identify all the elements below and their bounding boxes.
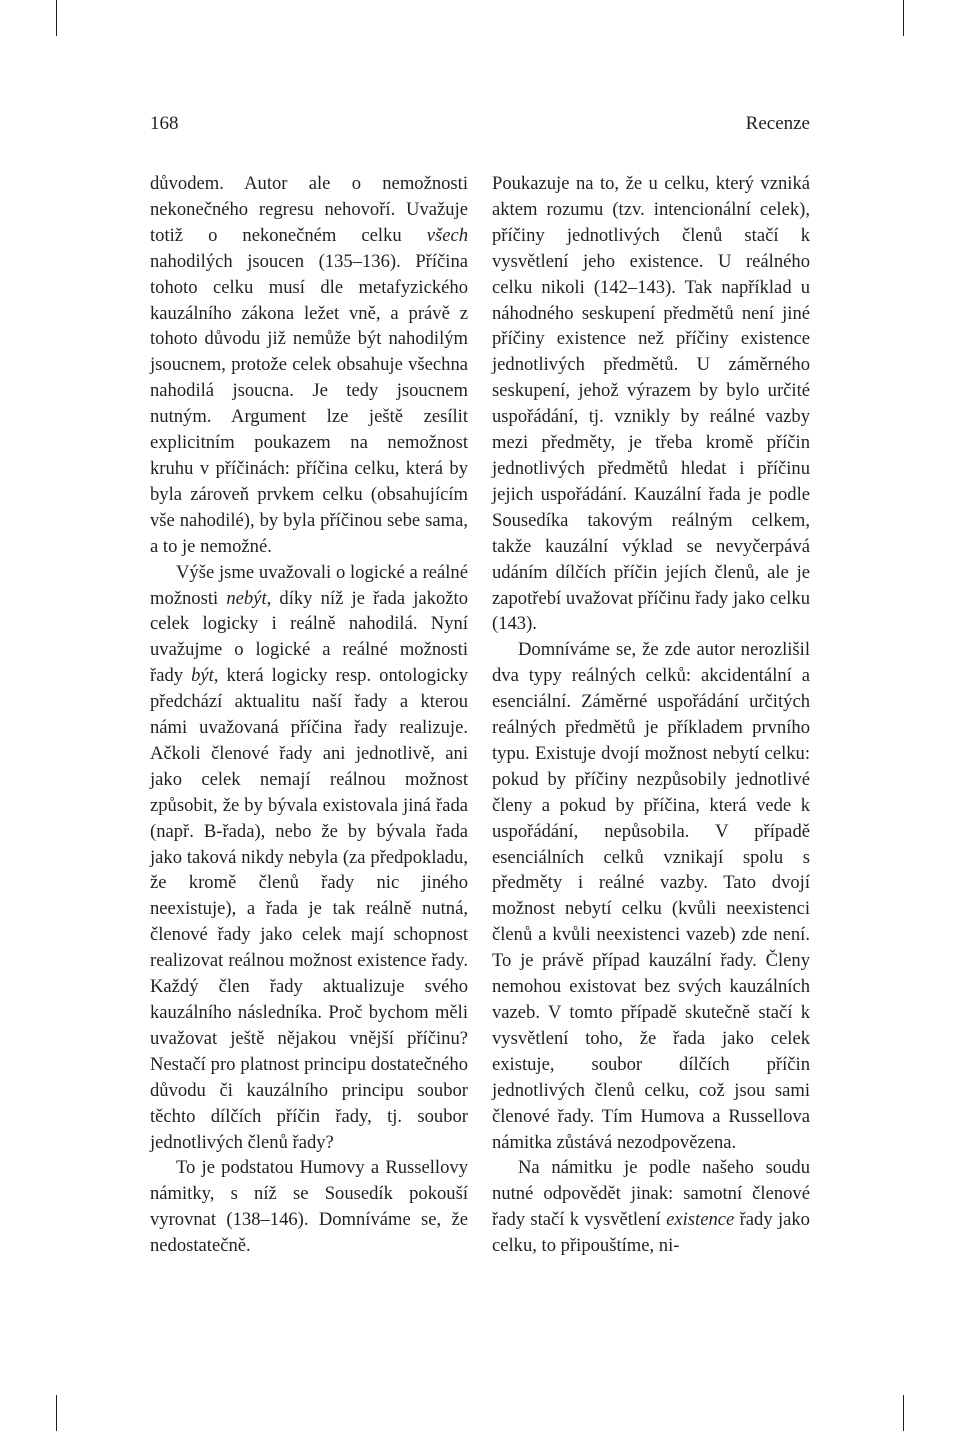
crop-mark-bottom-right (903, 1395, 904, 1431)
section-title: Recenze (745, 113, 810, 134)
page-number: 168 (150, 113, 179, 134)
paragraph: Na námitku je podle našeho soudu nutné odpovědět jinak: samotní členové řady stačí k vysvětlení existence řady jako celku, to připouštíme, ni- (492, 1157, 810, 1257)
crop-mark-top-right (903, 0, 904, 36)
paragraph: To je podstatou Humovy a Russellovy námitky, s níž se Sousedík pokouší vyrovnat (138–146). Domníváme se, že nedostatečně. (150, 1157, 468, 1257)
paragraph: Poukazuje na to, že u celku, který vzniká aktem rozumu (tzv. intencionální celek), příčiny jednotlivých členů stačí k vysvětlení jeho existence. U reálného celku nikoli (142–143). Tak například u náhodného seskupení předmětů není jiné příčiny existence než příčiny existence jednotlivých předmětů. U záměrného seskupení, jehož výrazem by bylo určité uspořádání, tj. vznikly by reálné vazby mezi předměty, je třeba kromě příčin jednotlivých předmětů hledat i příčinu jejich uspořádání. Kauzální řada je podle Sousedíka takovým reálným celkem, takže kauzální výklad se nevyčerpává udáním dílčích příčin jejích členů, ale je zapotřebí uvažovat příčinu řady jako celku (143). (492, 173, 810, 635)
paragraph: Domníváme se, že zde autor nerozlišil dva typy reálných celků: akcidentální a esenciální. Záměrné uspořádání určitých reálných předmětů je příkladem prvního typu. Existuje dvojí možnost nebytí celku: pokud by příčiny nezpůsobily jednotlivé členy a pokud by příčina, která vede k uspořádání, nepůsobila. V případě esenciálních celků vznikají spolu s předměty i reálné vazby. Tato dvojí možnost nebytí celku (kvůli neexistenci členů a kvůli neexistenci vazeb) zde není. To je právě případ kauzální řady. Členy nemohou existovat bez svých kauzálních vazeb. V tomto případě skutečně stačí k vysvětlení toho, že řada jako celek existuje, soubor dílčích příčin jednotlivých členů celku, což jsou sami členové řady. Tím Humova a Russellova námitka zůstává nezodpovězena. (492, 639, 810, 1153)
paragraph: Výše jsme uvažovali o logické a reálné možnosti nebýt, díky níž je řada jakožto celek logicky i reálně nahodilá. Nyní uvažujme o logické a reálné možnosti řady být, která logicky resp. ontologicky předchází aktualitu naší řady a kterou námi uvažovaná příčina řady realizuje. Ačkoli členové řady ani jednotlivě, ani jako celek nemají reálnou možnost způsobit, že by bývala existovala jiná řada (např. B-řada), nebo že by bývala řada jako taková nikdy nebyla (za předpokladu, že kromě členů řady nic jiného neexistuje), a řada je tak reálně nutná, členové řady jako celek mají schopnost realizovat reálnou možnost existence řady. Každý člen řady aktualizuje svého kauzálního následníka. Proč bychom měli uvažovat ještě nějakou vnější příčinu? Nestačí pro platnost principu dostatečného důvodu či kauzálního principu soubor těchto dílčích příčin řady, tj. soubor jednotlivých členů řady? (150, 561, 468, 1153)
paragraph: důvodem. Autor ale o nemožnosti nekonečného regresu nehovoří. Uvažuje totiž o nekonečném celku všech nahodilých jsoucen (135–136). Příčina tohoto celku musí dle metafyzického kauzálního zákona ležet vně, a právě z tohoto důvodu již nemůže být nahodilým jsoucnem, protože celek obsahuje všechna nahodilá jsoucna. Je tedy jsoucnem nutným. Argument lze ještě zesílit explicitním poukazem na nemožnost kruhu v příčinách: příčina celku, která by byla zároveň prvkem celku (obsahujícím vše nahodilé), by byla příčinou sebe sama, a to je nemožné. (150, 173, 468, 557)
left-column (150, 171, 468, 1259)
right-column (492, 171, 810, 1259)
running-head (150, 110, 810, 138)
crop-mark-bottom-left (56, 1395, 57, 1431)
crop-mark-top-left (56, 0, 57, 36)
